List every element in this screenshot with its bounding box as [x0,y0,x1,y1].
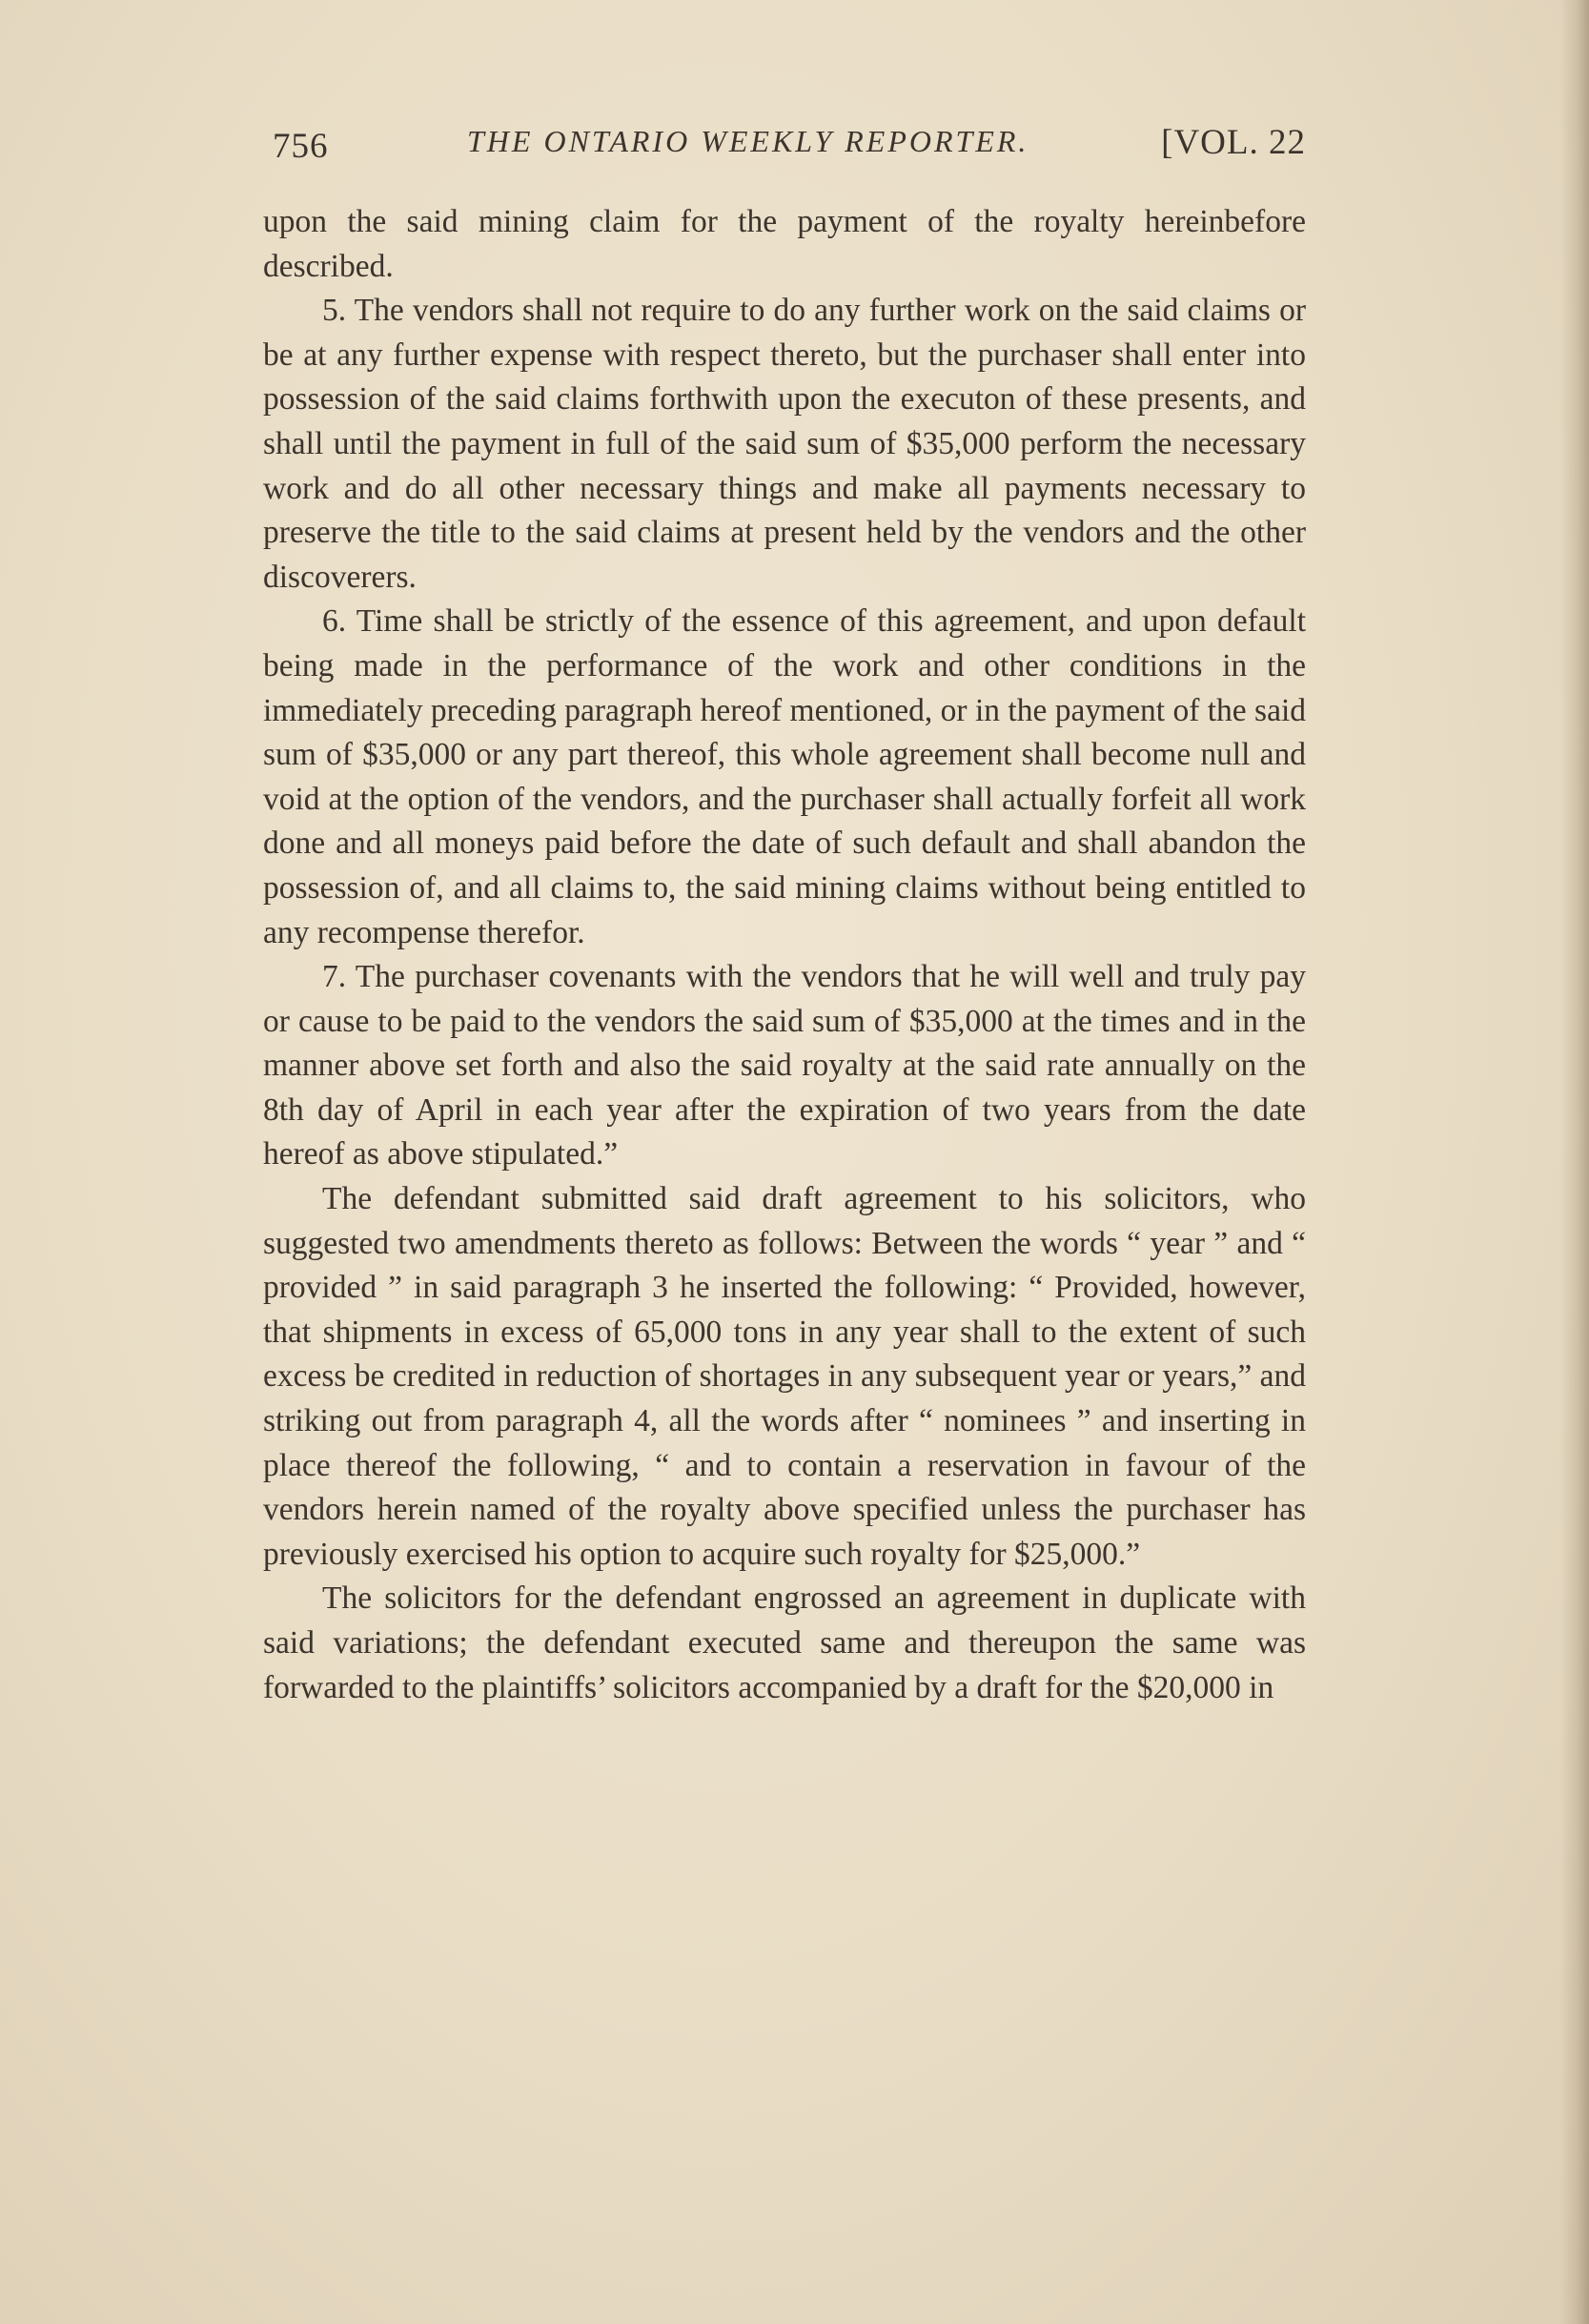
paragraph-amendments: The defendant submitted said draft agreement to his solicitors, who suggested two amendments thereto as follows: Between the words “ year ” and “ provided ” in said paragraph 3 he inserted the following: “ Provided, however, that shipments in excess of 65,000 tons in any year shall to the extent of such excess be credited in reduction of shortages in any subsequent year or years,” and striking out from paragraph 4, all the words after “ nominees ” and inserting in place thereof the following, “ and to contain a reservation in favour of the vendors herein named of the royalty above specified unless the purchaser has previously exercised his option to acquire such royalty for $25,000.” [263,1181,1306,1572]
running-header [273,118,1306,175]
volume-label: [VOL. 22 [1161,123,1306,162]
paragraph-clause-6: 6. Time shall be strictly of the essence of this agreement, and upon default being made in the performance of the work and other conditions in the immediately preceding paragraph hereof mentioned, or in the payment of the said sum of $35,000 or any part thereof, this whole agreement shall become null and void at the option of the vendors, and the purchaser shall actually forfeit all work done and all moneys paid before the date of such default and shall abandon the possession of, and all claims to, the said mining claims without being entitled to any recompense therefor. [263,603,1306,950]
paragraph-clause-5: 5. The vendors shall not require to do any further work on the said claims or be at any further expense with respect thereto, but the purchaser shall enter into possession of the said claims forthwith upon the executon of these presents, and shall until the payment in full of the said sum of $35,000 perform the necessary work and do all other necessary things and make all payments necessary to preserve the title to the said claims at present held by the vendors and the other discoverers. [263,293,1306,595]
paragraph-continuation: upon the said mining claim for the payment of the royalty hereinbefore described. [263,204,1306,284]
page-edge-shadow [1560,0,1589,2324]
paragraph-engrossed-agreement: The solicitors for the defendant engrossed an agreement in duplicate with said variations; the defendant executed same and thereupon the same was forwarded to the plaintiffs’ solicitors accompanied by a draft for the $20,000 in [263,1580,1306,1705]
body-text [263,200,1306,1710]
page-number: 756 [273,127,329,166]
paragraph-clause-7: 7. The purchaser covenants with the vendors that he will well and truly pay or cause to be paid to the vendors the said sum of $35,000 at the times and in the manner above set forth and also the said royalty at the said rate annually on the 8th day of April in each year after the expiration of two years from the date hereof as above stipulated.” [263,959,1306,1172]
running-title: THE ONTARIO WEEKLY REPORTER. [467,124,1029,158]
